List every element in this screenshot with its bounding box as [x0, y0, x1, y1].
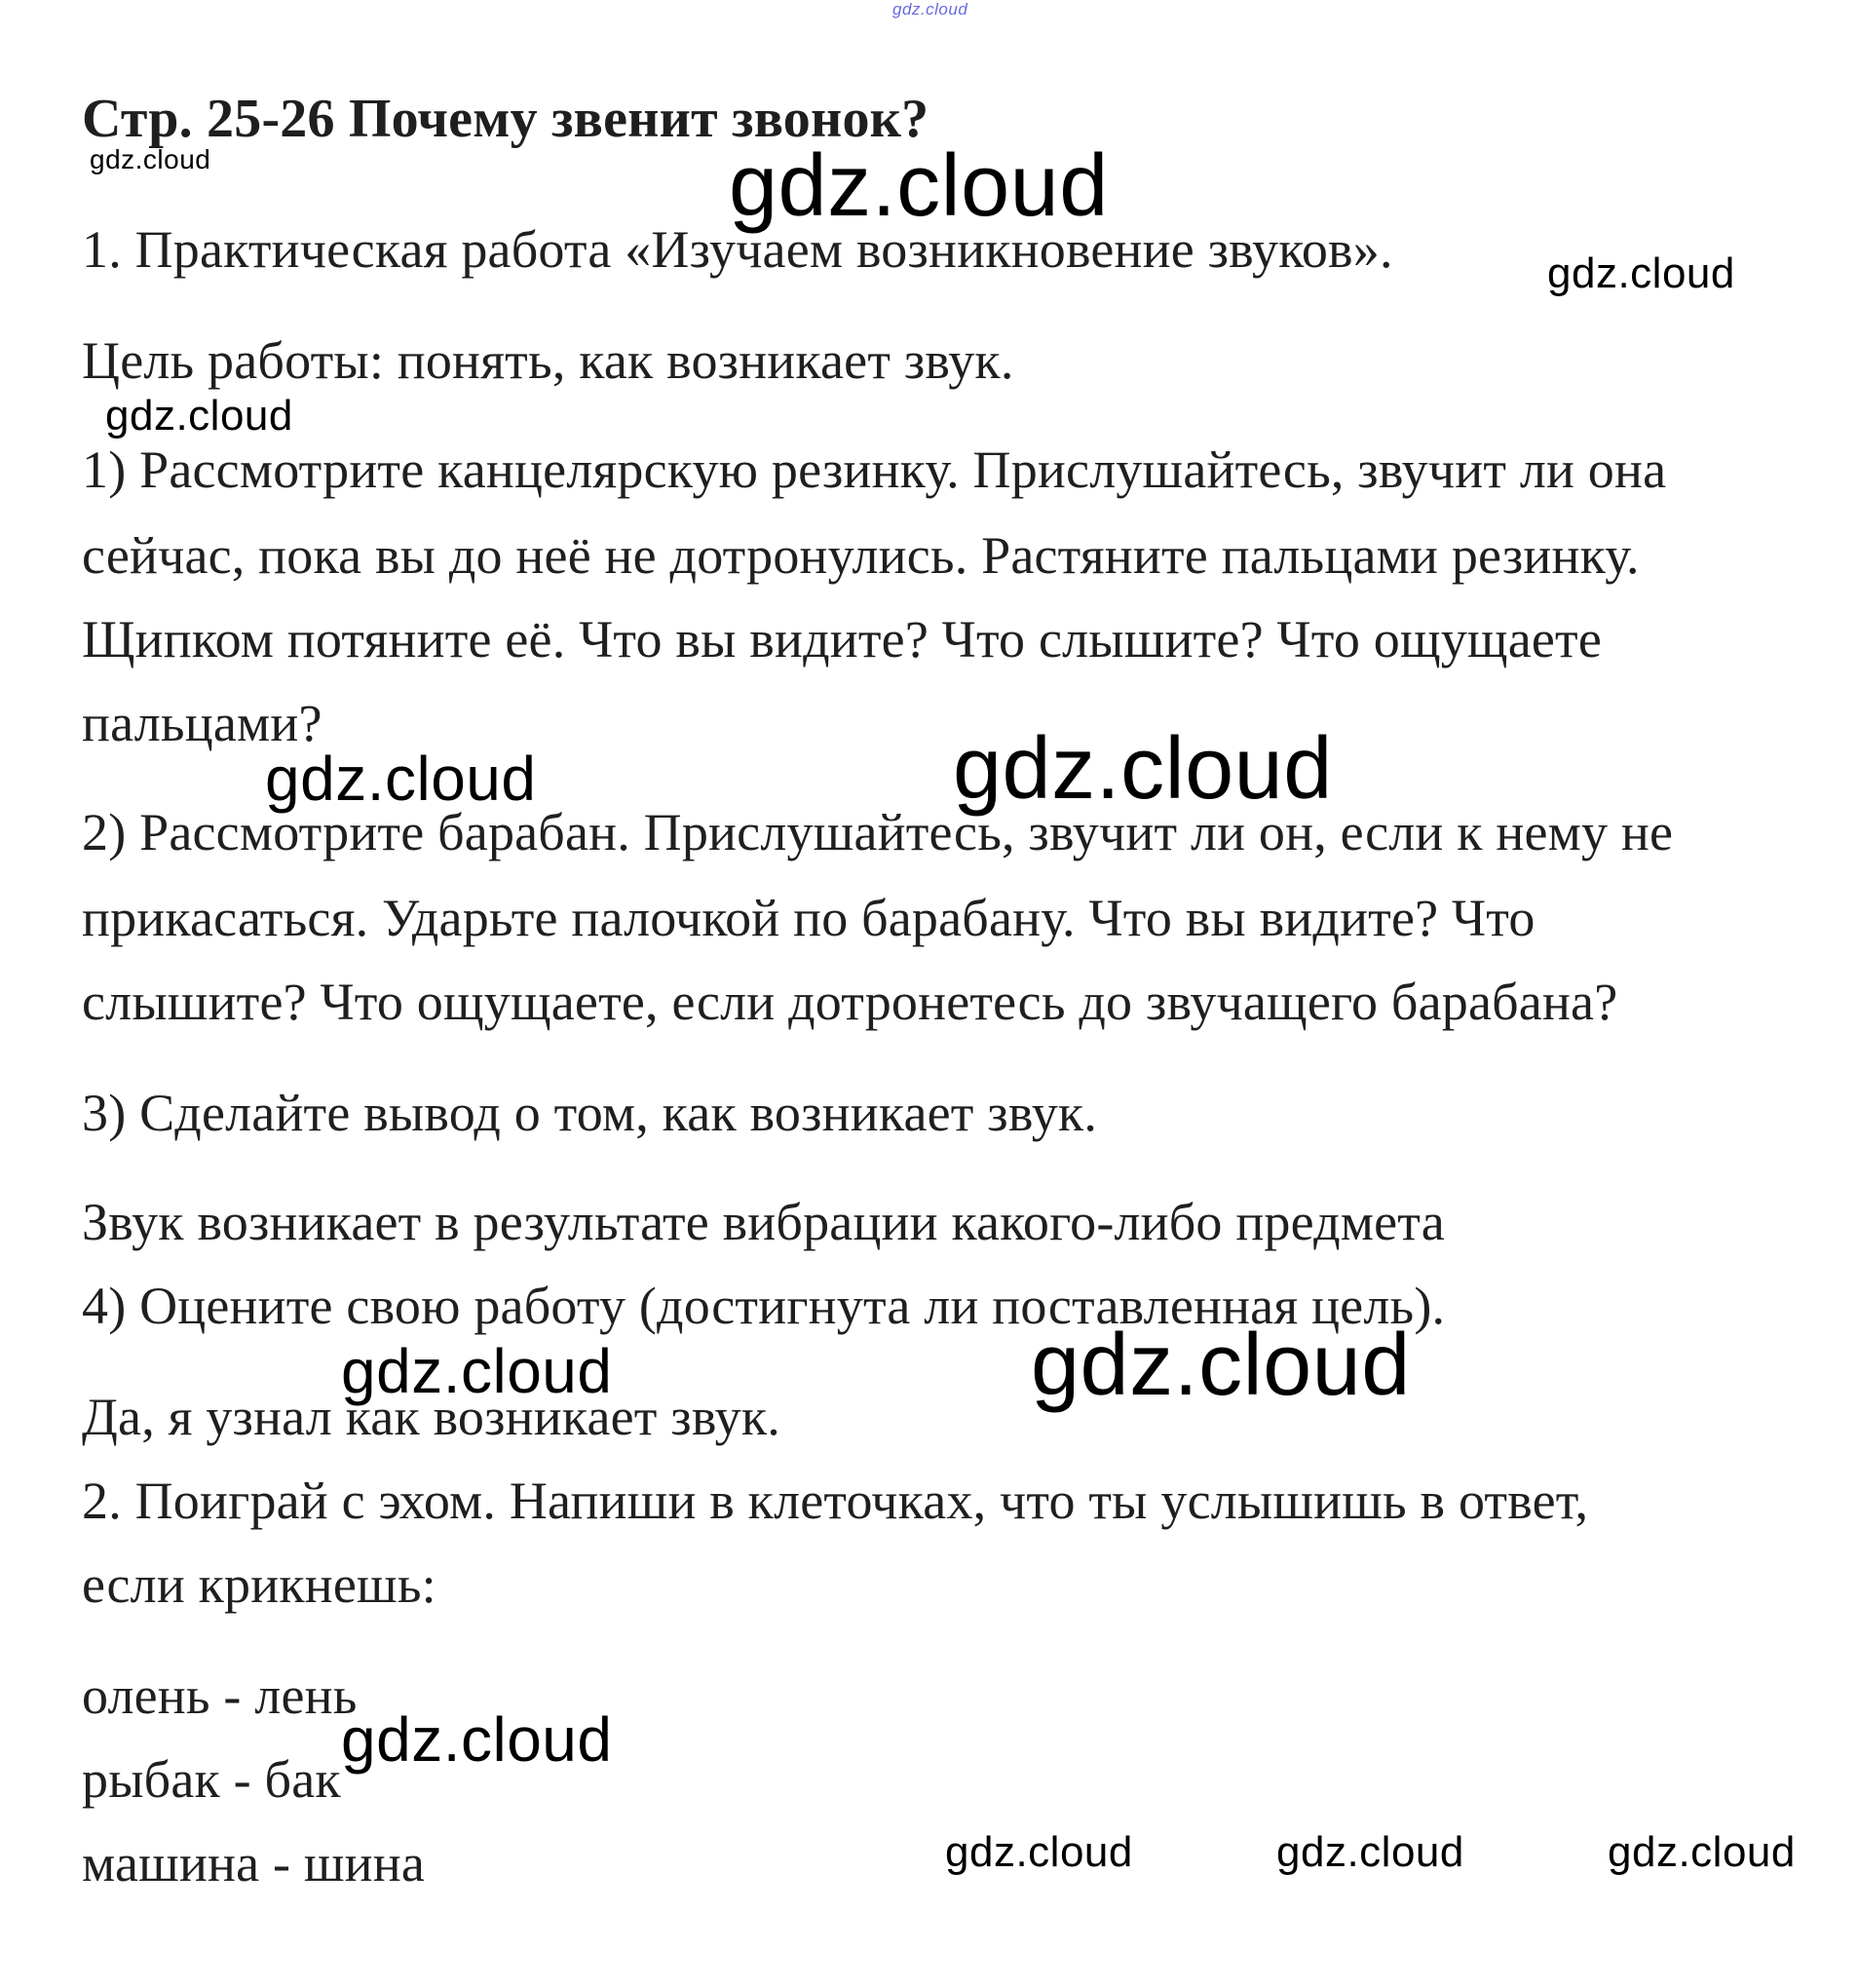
- watermark-medium-1: gdz.cloud: [1547, 249, 1735, 297]
- step-1-line-4: пальцами?: [82, 694, 322, 752]
- step-4-answer: Да, я узнал как возникает звук.: [82, 1388, 781, 1446]
- echo-answer-3: машина - шина: [82, 1834, 426, 1892]
- watermark-large-2: gdz.cloud: [953, 720, 1333, 818]
- page-title: Стр. 25-26 Почему звенит звонок?: [82, 89, 929, 149]
- step-3-answer: Звук возникает в результате вибрации какого-либо предмета: [82, 1193, 1445, 1251]
- watermark-large-1: gdz.cloud: [729, 137, 1109, 235]
- step-2-line-1: 2) Рассмотрите барабан. Прислушайтесь, звучит ли он, если к нему не: [82, 803, 1674, 861]
- watermark-medium-5: gdz.cloud: [341, 1704, 613, 1775]
- step-4: 4) Оцените свою работу (достигнута ли поставленная цель).: [82, 1277, 1446, 1335]
- work-goal: Цель работы: понять, как возникает звук.: [82, 331, 1014, 390]
- echo-answer-1: олень - лень: [82, 1666, 358, 1725]
- step-1-line-1: 1) Рассмотрите канцелярскую резинку. Прислушайтесь, звучит ли она: [82, 440, 1667, 499]
- watermark-small-1: gdz.cloud: [90, 144, 211, 174]
- watermark-medium-2: gdz.cloud: [105, 392, 293, 440]
- watermark-top: gdz.cloud: [892, 0, 968, 19]
- watermark-bottom-3: gdz.cloud: [1608, 1828, 1796, 1876]
- task-2-line-2: если крикнешь:: [82, 1555, 436, 1614]
- step-1-line-2: сейчас, пока вы до неё не дотронулись. Растяните пальцами резинку.: [82, 526, 1640, 585]
- task-2-line-1: 2. Поиграй с эхом. Напиши в клеточках, что ты услышишь в ответ,: [82, 1472, 1589, 1530]
- echo-answer-2: рыбак - бак: [82, 1750, 341, 1809]
- step-2-line-3: слышите? Что ощущаете, если дотронетесь до звучащего барабана?: [82, 973, 1618, 1031]
- watermark-medium-3: gdz.cloud: [265, 744, 537, 814]
- task-1-heading: 1. Практическая работа «Изучаем возникновение звуков».: [82, 220, 1393, 279]
- watermark-bottom-1: gdz.cloud: [945, 1828, 1133, 1876]
- watermark-large-3: gdz.cloud: [1031, 1317, 1411, 1414]
- step-2-line-2: прикасаться. Ударьте палочкой по барабану. Что вы видите? Что: [82, 889, 1536, 947]
- step-1-line-3: Щипком потяните её. Что вы видите? Что слышите? Что ощущаете: [82, 610, 1603, 669]
- step-3: 3) Сделайте вывод о том, как возникает звук.: [82, 1084, 1098, 1142]
- watermark-medium-4: gdz.cloud: [341, 1336, 613, 1406]
- watermark-bottom-2: gdz.cloud: [1276, 1828, 1464, 1876]
